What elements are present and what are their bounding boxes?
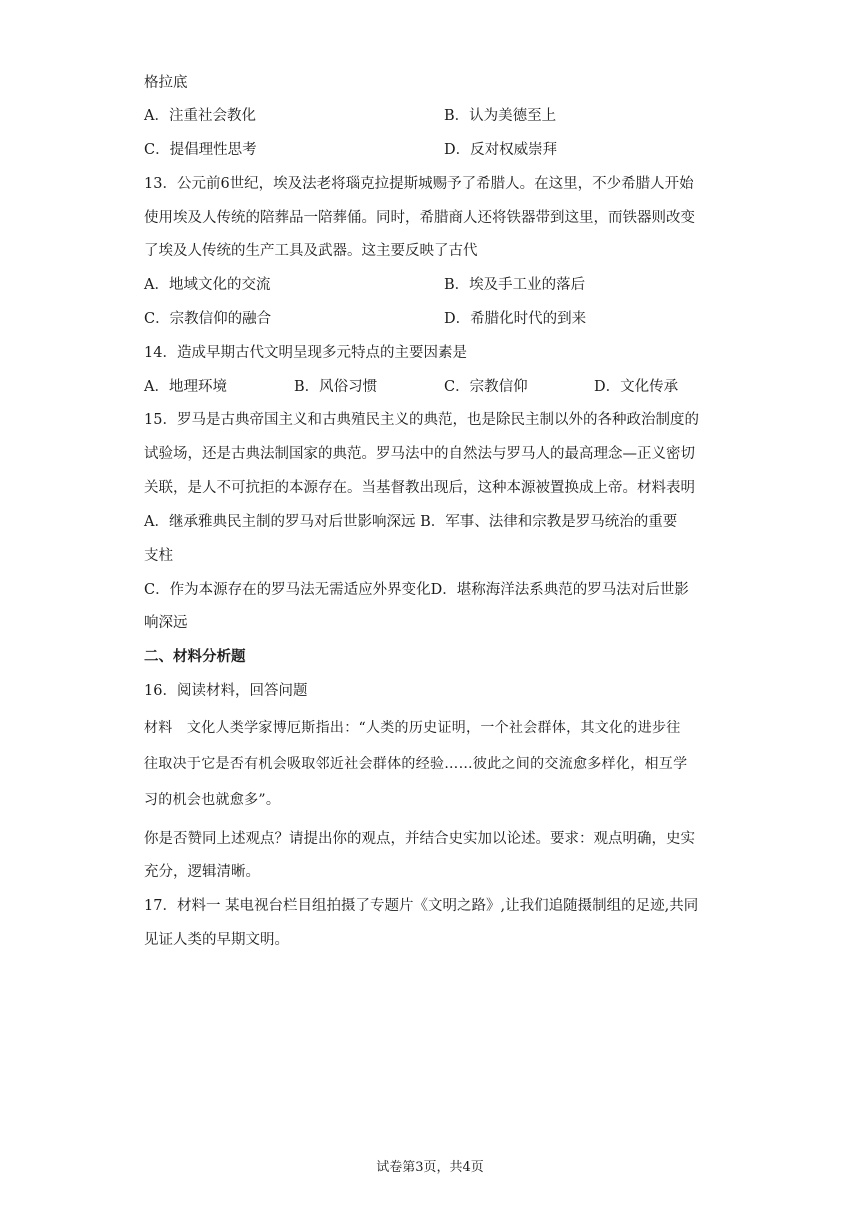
q12-option-c: C．提倡理性思考 xyxy=(144,142,257,158)
q16-prompt-line-2: 充分，逻辑清晰。 xyxy=(144,864,260,880)
q16-material-line-3: 习的机会也就愈多”。 xyxy=(144,792,281,808)
q16-prompt-line-1: 你是否赞同上述观点？请提出你的观点，并结合史实加以论述。要求：观点明确，史实 xyxy=(144,831,695,847)
q13-option-b: B．埃及手工业的落后 xyxy=(444,277,586,293)
q14-option-a: A．地理环境 xyxy=(144,379,227,395)
q14-option-b: B．风俗习惯 xyxy=(294,379,378,395)
page-footer: 试卷第3页，共4页 xyxy=(376,1160,484,1175)
q14-option-c: C．宗教信仰 xyxy=(444,379,528,395)
q12-option-d: D．反对权威崇拜 xyxy=(444,142,558,158)
q12-stem-tail: 格拉底 xyxy=(144,75,188,91)
q16-material-line-2: 往取决于它是否有机会吸取邻近社会群体的经验……彼此之间的交流愈多样化，相互学 xyxy=(144,756,688,772)
q17-stem-line-1: 17．材料一 某电视台栏目组拍摄了专题片《文明之路》,让我们追随摄制组的足迹,共同 xyxy=(144,898,699,914)
q15-option-a-b-line: A．继承雅典民主制的罗马对后世影响深远 B．军事、法律和宗教是罗马统治的重要 xyxy=(144,514,678,530)
q14-stem: 14．造成早期古代文明呈现多元特点的主要因素是 xyxy=(144,345,467,361)
q16-stem: 16．阅读材料，回答问题 xyxy=(144,683,308,699)
q13-option-a: A．地域文化的交流 xyxy=(144,277,271,293)
q15-stem-line-3: 关联，是人不可抗拒的本源存在。当基督教出现后，这种本源被置换成上帝。材料表明 xyxy=(144,480,695,496)
q12-option-a: A．注重社会教化 xyxy=(144,108,256,124)
q13-option-d: D．希腊化时代的到来 xyxy=(444,311,587,327)
section-title: 二、材料分析题 xyxy=(144,648,246,665)
q13-option-c: C．宗教信仰的融合 xyxy=(144,311,272,327)
q14-option-d: D．文化传承 xyxy=(594,379,679,395)
q15-option-c-d-line: C．作为本源存在的罗马法无需适应外界变化D．堪称海洋法系典范的罗马法对后世影 xyxy=(144,582,689,598)
q17-stem-line-2: 见证人类的早期文明。 xyxy=(144,932,289,948)
q15-option-b-tail: 支柱 xyxy=(144,548,173,564)
q15-stem-line-2: 试验场，还是古典法制国家的典范。罗马法中的自然法与罗马人的最高理念—正义密切 xyxy=(144,446,695,462)
q13-stem-line-3: 了埃及人传统的生产工具及武器。这主要反映了古代 xyxy=(144,243,478,259)
q15-option-d-tail: 响深远 xyxy=(144,615,188,631)
q15-stem-line-1: 15．罗马是古典帝国主义和古典殖民主义的典范，也是除民主制以外的各种政治制度的 xyxy=(144,412,699,428)
q16-material-line-1: 材料 文化人类学家博厄斯指出：“人类的历史证明，一个社会群体，其文化的进步往 xyxy=(144,720,681,736)
q12-option-b: B．认为美德至上 xyxy=(444,108,557,124)
q13-stem-line-2: 使用埃及人传统的陪葬品一陪葬俑。同时，希腊商人还将铁器带到这里，而铁器则改变 xyxy=(144,210,695,226)
q13-stem-line-1: 13．公元前6世纪，埃及法老将瑙克拉提斯城赐予了希腊人。在这里，不少希腊人开始 xyxy=(144,176,694,192)
